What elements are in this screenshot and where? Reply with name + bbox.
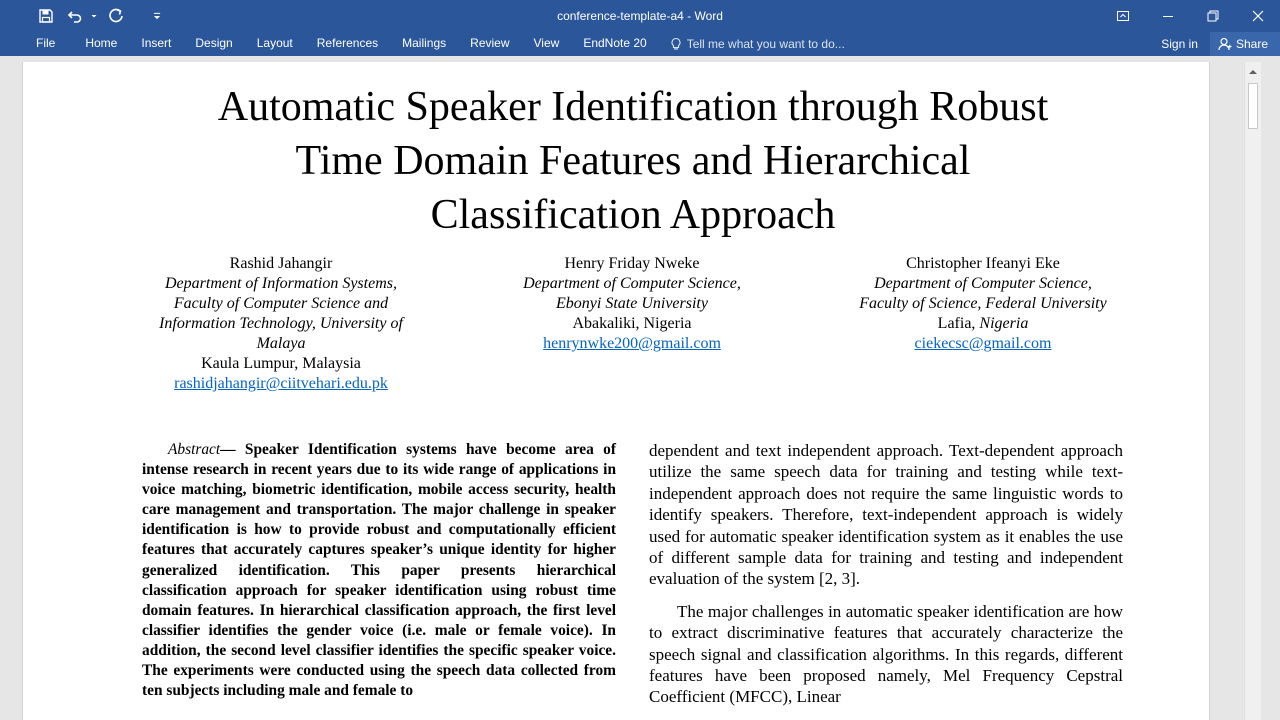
abstract-label: Abstract xyxy=(168,441,221,458)
author-location: Kaula Lumpur, Malaysia xyxy=(201,355,361,372)
redo-button[interactable] xyxy=(100,0,132,32)
abstract-dash: — xyxy=(220,441,236,458)
quick-access-toolbar xyxy=(30,0,170,32)
author-email-link[interactable]: henrynwke200@gmail.com xyxy=(543,335,721,352)
author-affiliation-line: Malaya xyxy=(256,335,306,352)
lightbulb-icon xyxy=(669,37,683,51)
author-name: Henry Friday Nweke xyxy=(564,255,700,272)
redo-icon xyxy=(108,8,124,24)
save-button[interactable] xyxy=(30,0,62,32)
close-button[interactable] xyxy=(1235,0,1280,32)
abstract-column xyxy=(142,440,616,701)
scroll-up-button[interactable] xyxy=(1245,64,1261,80)
tell-me-placeholder: Tell me what you want to do... xyxy=(686,37,845,51)
scrollbar-thumb[interactable] xyxy=(1248,83,1258,129)
author-affiliation-line: Faculty of Computer Science and xyxy=(173,295,389,312)
tab-home[interactable]: Home xyxy=(85,36,118,50)
customize-icon xyxy=(152,11,162,21)
tab-references[interactable]: References xyxy=(316,36,379,50)
ribbon-account-area xyxy=(1149,32,1280,56)
author-location xyxy=(833,314,1133,334)
tab-layout[interactable]: Layout xyxy=(256,36,293,50)
tab-view[interactable]: View xyxy=(533,36,560,50)
restore-button[interactable] xyxy=(1190,0,1235,32)
author-location-country: Nigeria xyxy=(979,315,1029,332)
author-name: Christopher Ifeanyi Eke xyxy=(906,255,1060,272)
title-line: Classification Approach xyxy=(430,192,836,238)
share-label: Share xyxy=(1235,37,1268,51)
ribbon-display-options-button[interactable] xyxy=(1100,0,1145,32)
author-affiliation-line: Ebonyi State University xyxy=(556,295,708,312)
restore-icon xyxy=(1207,10,1219,22)
body-column-right xyxy=(649,440,1123,708)
abstract-paragraph xyxy=(142,440,616,701)
undo-dropdown-button[interactable] xyxy=(88,0,100,32)
tell-me-search[interactable] xyxy=(659,32,845,56)
undo-dropdown-icon xyxy=(90,12,98,20)
minimize-icon xyxy=(1162,10,1174,22)
person-icon xyxy=(1218,37,1232,51)
title-line: Time Domain Features and Hierarchical xyxy=(295,138,971,184)
share-button[interactable] xyxy=(1210,32,1280,56)
author-block-3 xyxy=(833,254,1133,354)
author-location: Abakaliki, Nigeria xyxy=(572,315,692,332)
ribbon-tab-bar xyxy=(0,32,1280,56)
close-icon xyxy=(1252,10,1264,22)
minimize-button[interactable] xyxy=(1145,0,1190,32)
sign-in-link[interactable]: Sign in xyxy=(1161,37,1198,51)
tab-mailings[interactable]: Mailings xyxy=(402,36,447,50)
title-bar xyxy=(0,0,1280,32)
author-affiliation-line: Department of Information Systems, xyxy=(165,275,397,292)
tab-endnote[interactable]: EndNote 20 xyxy=(583,36,647,50)
abstract-text: Speaker Identification systems have become area of intense research in recent years due to its wide range of applications in voice matching, biometric identification, mobile access security, health care management and transportation. The major challenge in speaker identification is how to provide robust and computationally efficient features that accurately captures speaker’s unique identity for higher generalized identification. This paper presents hierarchical classification approach for speaker identification using robust time domain features. In hierarchical classification approach, the first level classifier identifies the gender voice (i.e. male or female voice). In addition, the second level classifier identifies the specific speaker voice. The experiments were conducted using the speech data collected from ten subjects including male and female to xyxy=(142,441,616,700)
undo-icon xyxy=(67,8,83,24)
document-canvas[interactable] xyxy=(0,56,1280,720)
tab-review[interactable]: Review xyxy=(470,36,510,50)
author-email-link[interactable]: rashidjahangir@ciitvehari.edu.pk xyxy=(174,375,388,392)
vertical-scrollbar[interactable] xyxy=(1244,62,1261,720)
tab-file[interactable]: File xyxy=(36,36,56,50)
window-title: conference-template-a4 - Word xyxy=(557,9,723,23)
author-affiliation-line: Faculty of Science, Federal University xyxy=(859,295,1107,312)
author-name: Rashid Jahangir xyxy=(229,255,333,272)
author-block-2 xyxy=(482,254,782,354)
author-affiliation-line: Information Technology, University of xyxy=(159,315,403,332)
author-affiliation-line: Department of Computer Science, xyxy=(874,275,1092,292)
ribbon-tabs xyxy=(0,32,845,56)
paper-title xyxy=(103,80,1163,242)
window-controls xyxy=(1100,0,1280,32)
author-location-city: Lafia, xyxy=(937,315,976,332)
chevron-up-icon xyxy=(1249,68,1257,76)
tab-insert[interactable]: Insert xyxy=(141,36,172,50)
body-paragraph: dependent and text independent approach. Text-dependent approach utilize the same speech data for training and testing while text-independent approach does not require the same linguistic words to identify speakers. Therefore, text-independent approach is widely used for automatic speaker identification system as it enables the use of different sample data for training and testing and independent evaluation of the system [2, 3]. xyxy=(649,441,1123,589)
tab-design[interactable]: Design xyxy=(195,36,233,50)
ribbon-display-icon xyxy=(1117,10,1129,22)
save-icon xyxy=(38,8,54,24)
customize-qat-button[interactable] xyxy=(144,0,170,32)
author-block-1 xyxy=(131,254,431,394)
author-affiliation-line: Department of Computer Science, xyxy=(523,275,741,292)
document-page[interactable] xyxy=(22,62,1210,720)
undo-button[interactable] xyxy=(62,0,88,32)
body-paragraph: The major challenges in automatic speaker identification are how to extract discriminative features that accurately characterize the speech signal and classification algorithms. In this regards, different features have been proposed namely, Mel Frequency Cepstral Coefficient (MFCC), Linear xyxy=(649,601,1123,707)
author-email-link[interactable]: ciekecsc@gmail.com xyxy=(914,335,1052,352)
title-line: Automatic Speaker Identification through Robust xyxy=(217,84,1049,130)
